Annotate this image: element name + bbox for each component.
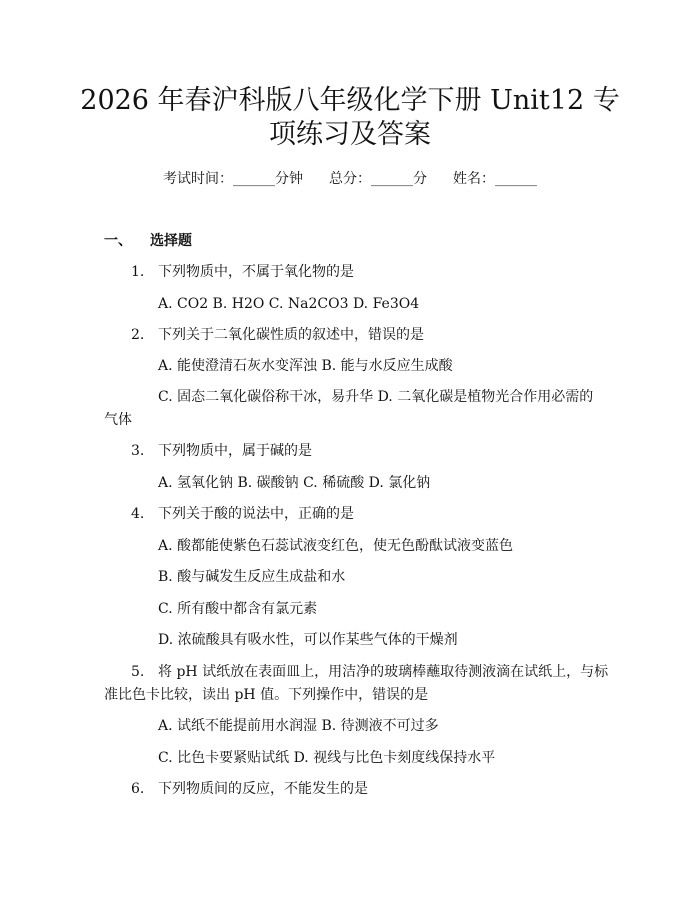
- question-number: 3.: [131, 443, 145, 459]
- question-number: 5.: [131, 664, 145, 680]
- question-number: 4.: [131, 506, 145, 522]
- section-heading: [104, 231, 192, 251]
- question-1-options: A. CO2 B. H2O C. Na2CO3 D. Fe3O4: [158, 296, 420, 312]
- student-name-label: 姓名：______: [453, 171, 537, 187]
- exam-meta: [0, 168, 700, 188]
- question-3-options: A. 氢氧化钠 B. 碳酸钠 C. 稀硫酸 D. 氯化钠: [158, 475, 431, 491]
- question-2-options-line3: 气体: [104, 412, 132, 428]
- question-4-option-d: D. 浓硫酸具有吸水性，可以作某些气体的干燥剂: [158, 632, 458, 648]
- question-4-stem: [131, 504, 354, 524]
- question-6-stem: [131, 779, 368, 799]
- question-number: 6.: [131, 781, 145, 797]
- question-2-options-line1: A. 能使澄清石灰水变浑浊 B. 能与水反应生成酸: [158, 358, 453, 374]
- document-title-line2: 项练习及答案: [269, 119, 431, 150]
- question-text: 下列关于酸的说法中，正确的是: [158, 506, 354, 522]
- question-5-options-line1: A. 试纸不能提前用水润湿 B. 待测液不可过多: [158, 718, 439, 734]
- question-5-stem-continued: 准比色卡比较，读出 pH 值。下列操作中，错误的是: [104, 687, 429, 703]
- question-text: 下列物质中，属于碱的是: [158, 443, 312, 459]
- question-text: 下列物质中，不属于氧化物的是: [158, 264, 354, 280]
- question-text: 将 pH 试纸放在表面皿上，用洁净的玻璃棒蘸取待测液滴在试纸上，与标: [158, 664, 609, 680]
- question-number: 2.: [131, 327, 145, 343]
- question-5-options-line2: C. 比色卡要紧贴试纸 D. 视线与比色卡刻度线保持水平: [158, 750, 496, 766]
- question-3-stem: [131, 441, 312, 461]
- total-score-label: 总分：______分: [329, 171, 427, 187]
- question-2-stem: [131, 325, 424, 345]
- question-4-option-a: A. 酸都能使紫色石蕊试液变红色，使无色酚酞试液变蓝色: [158, 538, 514, 554]
- document-title-line1: 2026 年春沪科版八年级化学下册 Unit12 专: [80, 85, 620, 116]
- question-text: 下列关于二氧化碳性质的叙述中，错误的是: [158, 327, 424, 343]
- question-4-option-c: C. 所有酸中都含有氯元素: [158, 601, 318, 617]
- section-title: 选择题: [150, 233, 192, 249]
- question-4-option-b: B. 酸与碱发生反应生成盐和水: [158, 569, 346, 585]
- section-number: 一、: [104, 233, 132, 249]
- question-5-stem: [131, 662, 608, 682]
- question-text: 下列物质间的反应，不能发生的是: [158, 781, 368, 797]
- question-number: 1.: [131, 264, 145, 280]
- question-1-stem: [131, 262, 354, 282]
- question-2-options-line2: C. 固态二氧化碳俗称干冰，易升华 D. 二氧化碳是植物光合作用必需的: [158, 389, 594, 405]
- exam-time-label: 考试时间：______分钟: [163, 171, 303, 187]
